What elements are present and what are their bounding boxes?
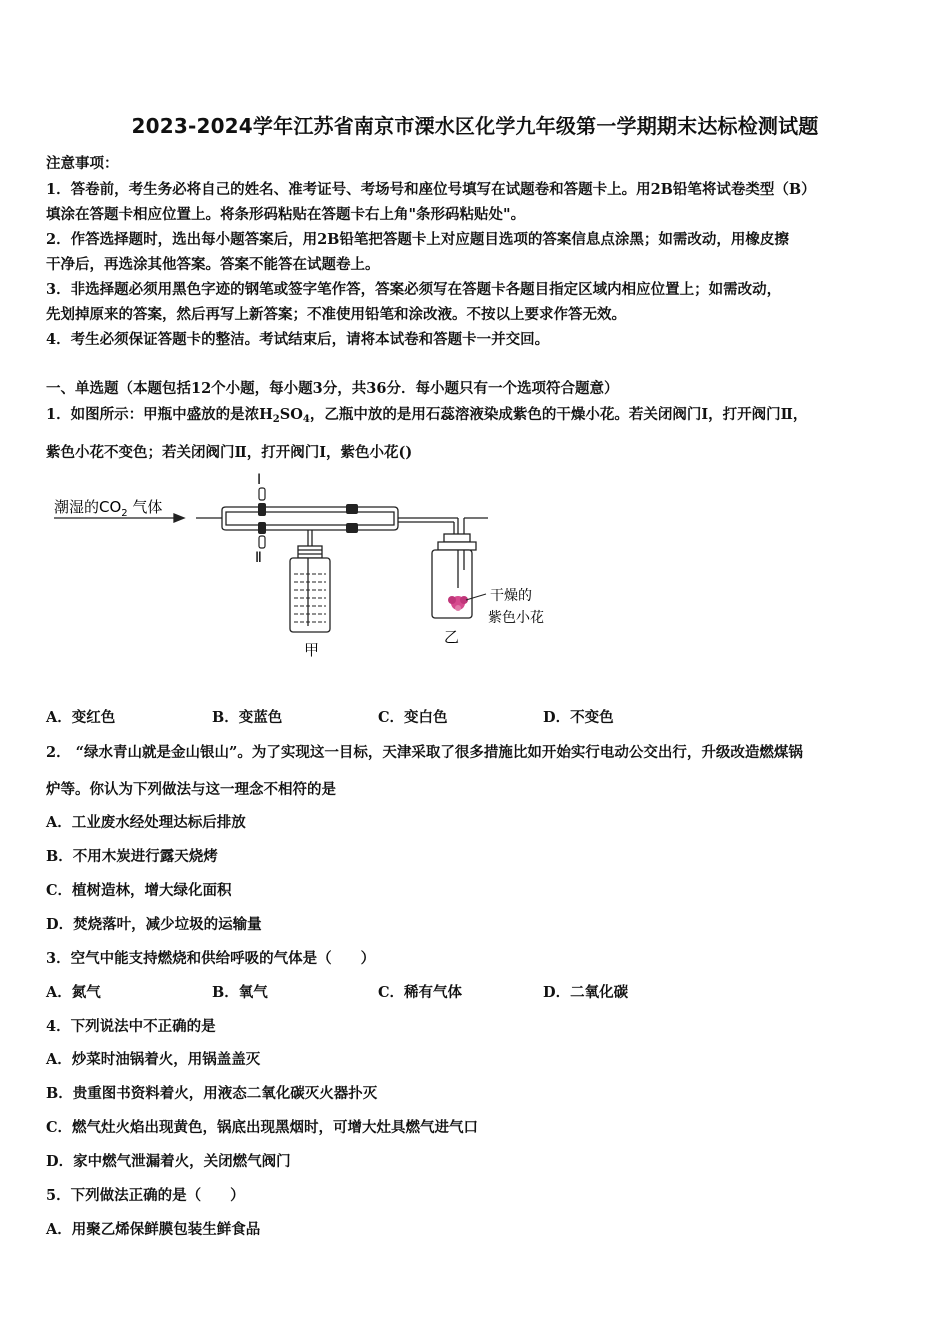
notice-line: 先划掉原来的答案，然后再写上新答案；不准使用铅笔和涂改液。不按以上要求作答无效。 <box>46 306 626 323</box>
valve-1-label: Ⅰ <box>257 472 262 488</box>
question-4-stem: 4．下列说法中不正确的是 <box>46 1018 216 1035</box>
q4-option-c[interactable]: C．燃气灶火焰出现黄色，锅底出现黑烟时，可增大灶具燃气进气口 <box>46 1119 479 1136</box>
q5-option-a[interactable]: A．用聚乙烯保鲜膜包装生鲜食品 <box>46 1221 261 1238</box>
q2-option-b[interactable]: B．不用木炭进行露天烧烤 <box>46 848 218 865</box>
q3-option-a[interactable]: A．氮气 <box>46 984 101 1001</box>
valve-1-clamp <box>258 503 266 516</box>
q3-option-d[interactable]: D．二氧化碳 <box>543 984 629 1001</box>
bottle-yi-label: 乙 <box>444 628 460 646</box>
flower-label-line1: 干燥的 <box>490 588 532 604</box>
apparatus-diagram <box>46 470 586 670</box>
flower-label-line2: 紫色小花 <box>488 610 544 626</box>
q4-option-b[interactable]: B．贵重图书资料着火，用液态二氧化碳灭火器扑灭 <box>46 1085 378 1102</box>
q4-option-a[interactable]: A．炒菜时油锅着火，用锅盖盖灭 <box>46 1051 261 1068</box>
q2-option-c[interactable]: C．植树造林，增大绿化面积 <box>46 882 232 899</box>
question-2-line2: 炉等。你认为下列做法与这一理念不相符的是 <box>46 781 336 798</box>
bottle-jia-label: 甲 <box>304 641 320 659</box>
q3-option-c[interactable]: C．稀有气体 <box>378 984 463 1001</box>
question-1-line2: 紫色小花不变色；若关闭阀门Ⅱ，打开阀门Ⅰ，紫色小花() <box>46 444 413 461</box>
section-heading: 一、单选题（本题包括12个小题，每小题3分，共36分．每小题只有一个选项符合题意） <box>46 380 619 397</box>
q1-option-b[interactable]: B．变蓝色 <box>212 709 283 726</box>
valve-2-label: Ⅱ <box>255 550 262 566</box>
notice-line: 3．非选择题必须用黑色字迹的钢笔或签字笔作答，答案必须写在答题卡各题目指定区域内相应位置上；如需改动， <box>46 281 782 298</box>
q3-option-b[interactable]: B．氧气 <box>212 984 268 1001</box>
bottle-jia <box>290 546 330 632</box>
notice-heading: 注意事项： <box>46 155 119 172</box>
question-5-stem: 5．下列做法正确的是（ ） <box>46 1187 245 1204</box>
question-1-line1: 1．如图所示：甲瓶中盛放的是浓$H_2SO_4$，乙瓶中放的是用石蕊溶液染成紫色的干燥小花。若关闭阀门Ⅰ，打开阀门Ⅱ， <box>46 406 808 425</box>
valve-2-clamp <box>258 522 266 534</box>
q2-option-d[interactable]: D．焚烧落叶，减少垃圾的运输量 <box>46 916 262 933</box>
arrow-head-icon <box>174 514 184 522</box>
notice-line: 1．答卷前，考生务必将自己的姓名、准考证号、考场号和座位号填写在试题卷和答题卡上。用2B铅笔将试卷类型（B） <box>46 181 816 198</box>
q1-option-a[interactable]: A．变红色 <box>46 709 116 726</box>
notice-line: 2．作答选择题时，选出每小题答案后，用2B铅笔把答题卡上对应题目选项的答案信息点涂黑；如需改动，用橡皮擦 <box>46 231 789 248</box>
notice-line: 干净后，再选涂其他答案。答案不能答在试题卷上。 <box>46 256 380 273</box>
q2-option-a[interactable]: A．工业废水经处理达标后排放 <box>46 814 246 831</box>
notice-line: 4．考生必须保证答题卡的整洁。考试结束后，请将本试卷和答题卡一并交回。 <box>46 331 550 348</box>
question-2-line1: 2． “绿水青山就是金山银山”。为了实现这一目标，天津采取了很多措施比如开始实行电动公交出行，升级改造燃煤锅 <box>46 744 803 761</box>
gas-label: 潮湿的$CO_2$ 气体 <box>54 498 163 519</box>
page-title: 2023-2024学年江苏省南京市溧水区化学九年级第一学期期末达标检测试题 <box>131 114 819 138</box>
question-3-stem: 3．空气中能支持燃烧和供给呼吸的气体是（ ） <box>46 950 376 967</box>
q1-option-c[interactable]: C．变白色 <box>378 709 448 726</box>
q1-option-d[interactable]: D．不变色 <box>543 709 614 726</box>
q4-option-d[interactable]: D．家中燃气泄漏着火，关闭燃气阀门 <box>46 1153 291 1170</box>
notice-line: 填涂在答题卡相应位置上。将条形码粘贴在答题卡右上角"条形码粘贴处"。 <box>46 206 526 223</box>
